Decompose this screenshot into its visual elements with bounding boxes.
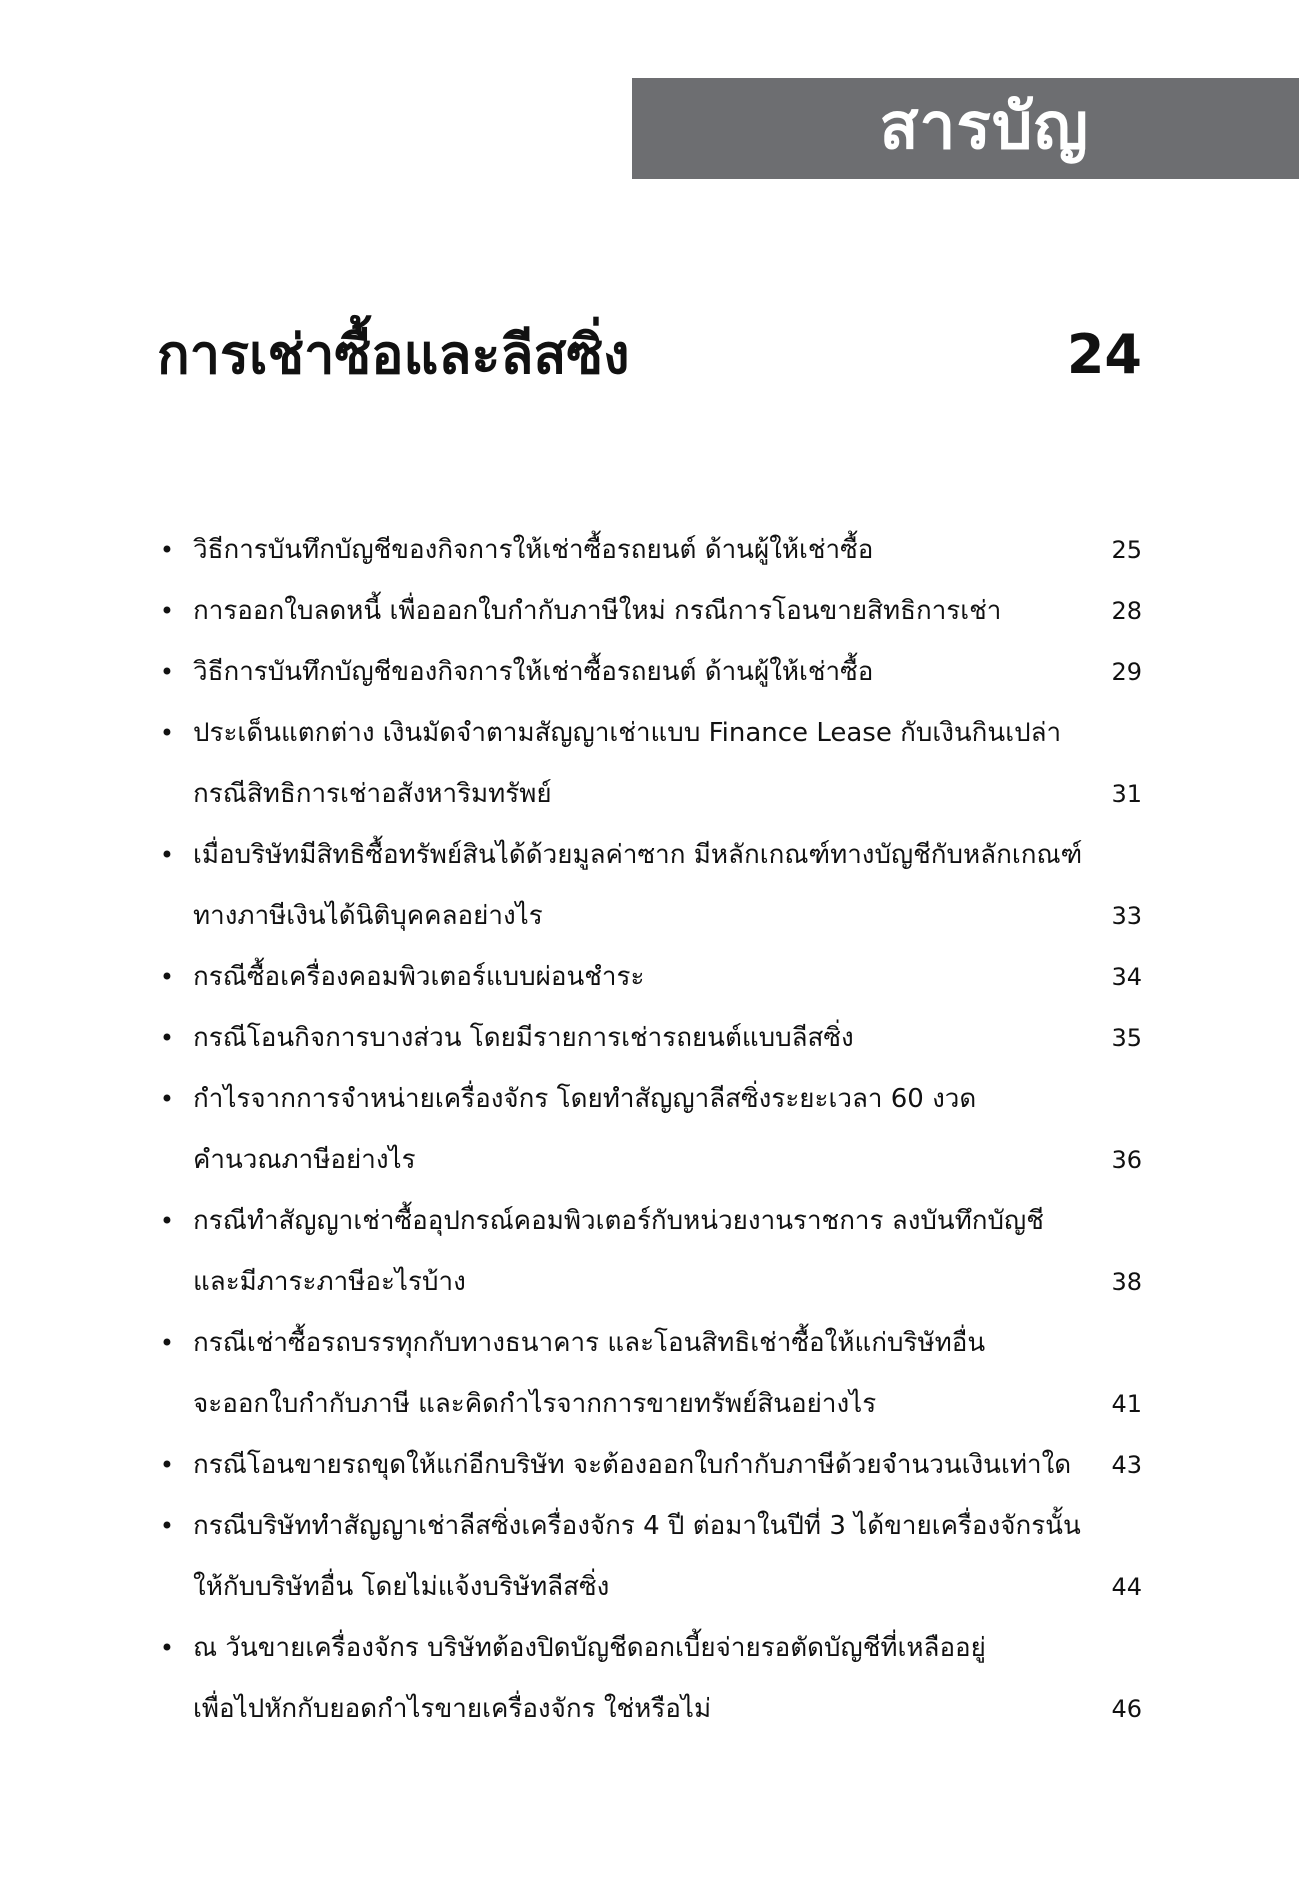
toc-entry[interactable] [157, 1496, 1142, 1618]
toc-entry-page: 34 [1111, 963, 1142, 991]
toc-entry-text: กำไรจากการจำหน่ายเครื่องจักร โดยทำสัญญาลีสซิ่งระยะเวลา 60 งวด [193, 1084, 977, 1114]
toc-entry[interactable] [157, 1069, 1142, 1191]
toc-entry-text: ประเด็นแตกต่าง เงินมัดจำตามสัญญาเช่าแบบ Finance Lease กับเงินกินเปล่า [193, 718, 1062, 748]
toc-entry-page: 29 [1111, 658, 1142, 686]
bullet-icon: • [159, 841, 175, 869]
toc-entry[interactable] [157, 520, 1142, 581]
toc-entry-page: 46 [1111, 1695, 1142, 1723]
toc-entry-text-continued: เพื่อไปหักกับยอดกำไรขายเครื่องจักร ใช่หรือไม่ [193, 1694, 712, 1724]
toc-entry[interactable] [157, 1618, 1142, 1740]
toc-entry-page: 43 [1111, 1451, 1142, 1479]
toc-entry-text-continued: ให้กับบริษัทอื่น โดยไม่แจ้งบริษัทลีสซิ่ง [193, 1572, 610, 1602]
bullet-icon: • [159, 1207, 175, 1235]
toc-entry[interactable] [157, 581, 1142, 642]
toc-entry-page: 38 [1111, 1268, 1142, 1296]
toc-entry-page: 31 [1111, 780, 1142, 808]
toc-entry-text: ณ วันขายเครื่องจักร บริษัทต้องปิดบัญชีดอกเบี้ยจ่ายรอตัดบัญชีที่เหลืออยู่ [193, 1633, 986, 1663]
toc-entry-text-continued: ทางภาษีเงินได้นิติบุคคลอย่างไร [193, 901, 543, 931]
chapter-page-number: 24 [1066, 323, 1142, 386]
toc-entry[interactable] [157, 1313, 1142, 1435]
bullet-icon: • [159, 1512, 175, 1540]
table-of-contents [157, 520, 1142, 1740]
toc-entry-text: การออกใบลดหนี้ เพื่อออกใบกำกับภาษีใหม่ กรณีการโอนขายสิทธิการเช่า [193, 596, 1002, 626]
toc-entry-page: 36 [1111, 1146, 1142, 1174]
header-band [632, 78, 1299, 179]
toc-entry-text-continued: กรณีสิทธิการเช่าอสังหาริมทรัพย์ [193, 779, 552, 809]
toc-entry[interactable] [157, 703, 1142, 825]
toc-entry-text: กรณีบริษัททำสัญญาเช่าลีสซิ่งเครื่องจักร 4 ปี ต่อมาในปีที่ 3 ได้ขายเครื่องจักรนั้น [193, 1511, 1081, 1541]
chapter-heading [157, 310, 1142, 400]
toc-entry[interactable] [157, 1435, 1142, 1496]
toc-entry-page: 28 [1111, 597, 1142, 625]
toc-entry-text: วิธีการบันทึกบัญชีของกิจการให้เช่าซื้อรถยนต์ ด้านผู้ให้เช่าซื้อ [193, 657, 874, 687]
toc-entry-text: กรณีทำสัญญาเช่าซื้ออุปกรณ์คอมพิวเตอร์กับหน่วยงานราชการ ลงบันทึกบัญชี [193, 1206, 1044, 1236]
bullet-icon: • [159, 597, 175, 625]
toc-entry-text: กรณีโอนขายรถขุดให้แก่อีกบริษัท จะต้องออกใบกำกับภาษีด้วยจำนวนเงินเท่าใด [193, 1450, 1072, 1480]
chapter-title: การเช่าซื้อและลีสซิ่ง [157, 323, 630, 386]
toc-entry-page: 25 [1111, 536, 1142, 564]
toc-entry[interactable] [157, 642, 1142, 703]
bullet-icon: • [159, 1451, 175, 1479]
toc-entry-page: 41 [1111, 1390, 1142, 1418]
bullet-icon: • [159, 1085, 175, 1113]
bullet-icon: • [159, 1634, 175, 1662]
toc-entry-text: กรณีโอนกิจการบางส่วน โดยมีรายการเช่ารถยนต์แบบลีสซิ่ง [193, 1023, 854, 1053]
toc-entry[interactable] [157, 1008, 1142, 1069]
bullet-icon: • [159, 719, 175, 747]
toc-entry-text: เมื่อบริษัทมีสิทธิซื้อทรัพย์สินได้ด้วยมูลค่าซาก มีหลักเกณฑ์ทางบัญชีกับหลักเกณฑ์ [193, 840, 1083, 870]
toc-entry-text: กรณีเช่าซื้อรถบรรทุกกับทางธนาคาร และโอนสิทธิเช่าซื้อให้แก่บริษัทอื่น [193, 1328, 986, 1358]
toc-entry-text-continued: คำนวณภาษีอย่างไร [193, 1145, 416, 1175]
toc-entry-text-continued: จะออกใบกำกับภาษี และคิดกำไรจากการขายทรัพย์สินอย่างไร [193, 1389, 877, 1419]
toc-entry-page: 33 [1111, 902, 1142, 930]
bullet-icon: • [159, 1024, 175, 1052]
bullet-icon: • [159, 1329, 175, 1357]
bullet-icon: • [159, 658, 175, 686]
toc-entry-text: วิธีการบันทึกบัญชีของกิจการให้เช่าซื้อรถยนต์ ด้านผู้ให้เช่าซื้อ [193, 535, 874, 565]
bullet-icon: • [159, 536, 175, 564]
toc-entry[interactable] [157, 947, 1142, 1008]
toc-entry-text: กรณีซื้อเครื่องคอมพิวเตอร์แบบผ่อนชำระ [193, 962, 645, 992]
toc-entry[interactable] [157, 825, 1142, 947]
toc-entry-page: 35 [1111, 1024, 1142, 1052]
bullet-icon: • [159, 963, 175, 991]
page-title: สารบัญ [879, 90, 1089, 164]
toc-entry[interactable] [157, 1191, 1142, 1313]
toc-entry-page: 44 [1111, 1573, 1142, 1601]
toc-entry-text-continued: และมีภาระภาษีอะไรบ้าง [193, 1267, 466, 1297]
